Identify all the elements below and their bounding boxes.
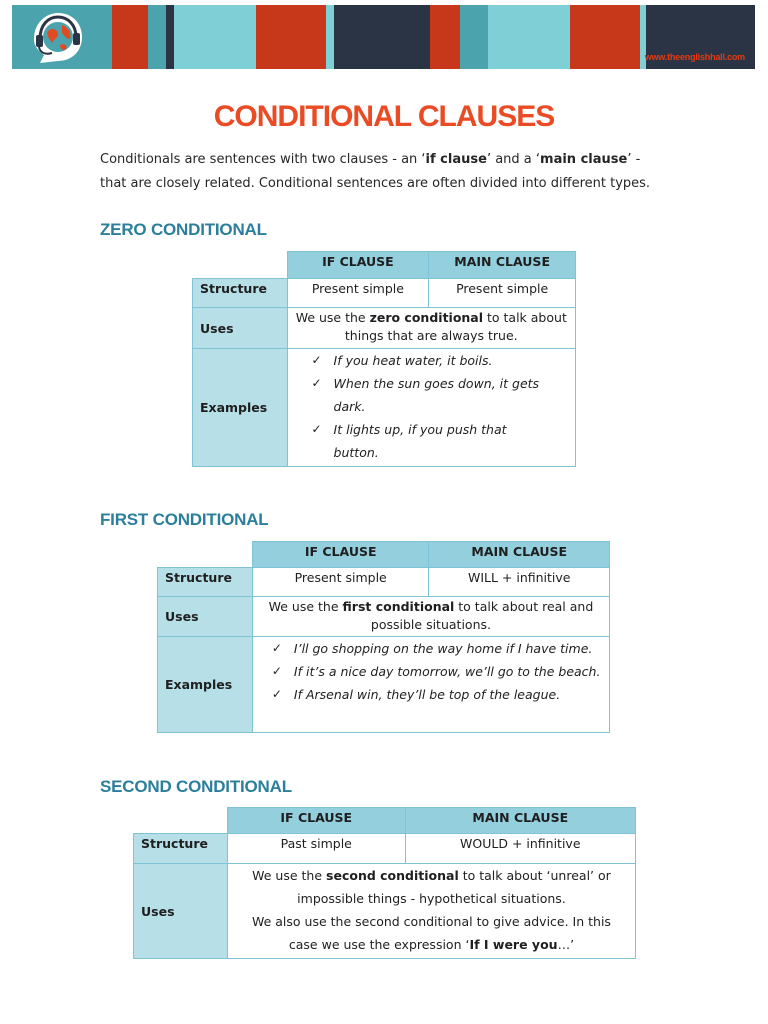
check-icon: ✓ (311, 422, 322, 436)
uses-cell: We use the first conditional to talk about real and possible situations. (252, 597, 609, 637)
row-label-examples: Examples (158, 637, 253, 733)
header-banner (12, 5, 755, 69)
row-label-structure: Structure (158, 568, 253, 597)
row-label-structure: Structure (134, 834, 228, 864)
table-corner (134, 808, 228, 834)
col-header-main-clause: MAIN CLAUSE (405, 808, 635, 834)
examples-cell (252, 637, 609, 733)
globe-headset-logo-icon (26, 9, 86, 65)
table-corner (193, 252, 288, 279)
row-label-uses: Uses (193, 308, 288, 349)
check-icon: ✓ (311, 353, 322, 367)
table-corner (158, 542, 253, 568)
zero-conditional-heading: ZERO CONDITIONAL (100, 220, 267, 239)
example-item: ✓ If it’s a nice day tomorrow, we’ll go to the beach. (253, 660, 609, 683)
col-header-main-clause: MAIN CLAUSE (429, 252, 576, 279)
structure-main-cell: Present simple (429, 279, 576, 308)
intro-paragraph: Conditionals are sentences with two clauses - an ‘if clause’ and a ‘main clause’ - that are closely related. Conditional sentences are often divided into different types. (100, 152, 651, 191)
first-conditional-table (157, 541, 610, 733)
page-title: CONDITIONAL CLAUSES (213, 100, 555, 133)
check-icon: ✓ (311, 376, 322, 390)
example-item: ✓ If you heat water, it boils. (288, 349, 552, 372)
second-conditional-heading: SECOND CONDITIONAL (100, 777, 292, 796)
second-conditional-table (133, 807, 636, 959)
examples-cell (287, 349, 575, 467)
uses-line-2: We also use the second conditional to give advice. In this case we use the expression ‘If I were you…’ (251, 914, 611, 952)
structure-if-cell: Present simple (287, 279, 429, 308)
structure-main-cell: WILL + infinitive (429, 568, 610, 597)
uses-cell (227, 864, 635, 959)
col-header-if-clause: IF CLAUSE (287, 252, 429, 279)
example-item: ✓ If Arsenal win, they’ll be top of the league. (253, 683, 609, 706)
col-header-if-clause: IF CLAUSE (227, 808, 405, 834)
row-label-uses: Uses (158, 597, 253, 637)
col-header-main-clause: MAIN CLAUSE (429, 542, 610, 568)
structure-if-cell: Present simple (252, 568, 429, 597)
check-icon: ✓ (271, 687, 282, 701)
uses-line-1: We use the second conditional to talk about ‘unreal’ or impossible things - hypothetical situations. (252, 868, 611, 906)
check-icon: ✓ (271, 641, 282, 655)
row-label-structure: Structure (193, 279, 288, 308)
col-header-if-clause: IF CLAUSE (252, 542, 429, 568)
structure-main-cell: WOULD + infinitive (405, 834, 635, 864)
example-item: ✓ I’ll go shopping on the way home if I have time. (253, 637, 609, 660)
zero-conditional-table (192, 251, 576, 467)
structure-if-cell: Past simple (227, 834, 405, 864)
example-item: ✓ It lights up, if you push that button. (288, 418, 552, 464)
site-url[interactable]: www.theenglishhall.com (644, 52, 745, 62)
row-label-uses: Uses (134, 864, 228, 959)
row-label-examples: Examples (193, 349, 288, 467)
check-icon: ✓ (271, 664, 282, 678)
first-conditional-heading: FIRST CONDITIONAL (100, 510, 269, 529)
uses-cell: We use the zero conditional to talk about things that are always true. (287, 308, 575, 349)
example-item: ✓ When the sun goes down, it gets dark. (288, 372, 552, 418)
